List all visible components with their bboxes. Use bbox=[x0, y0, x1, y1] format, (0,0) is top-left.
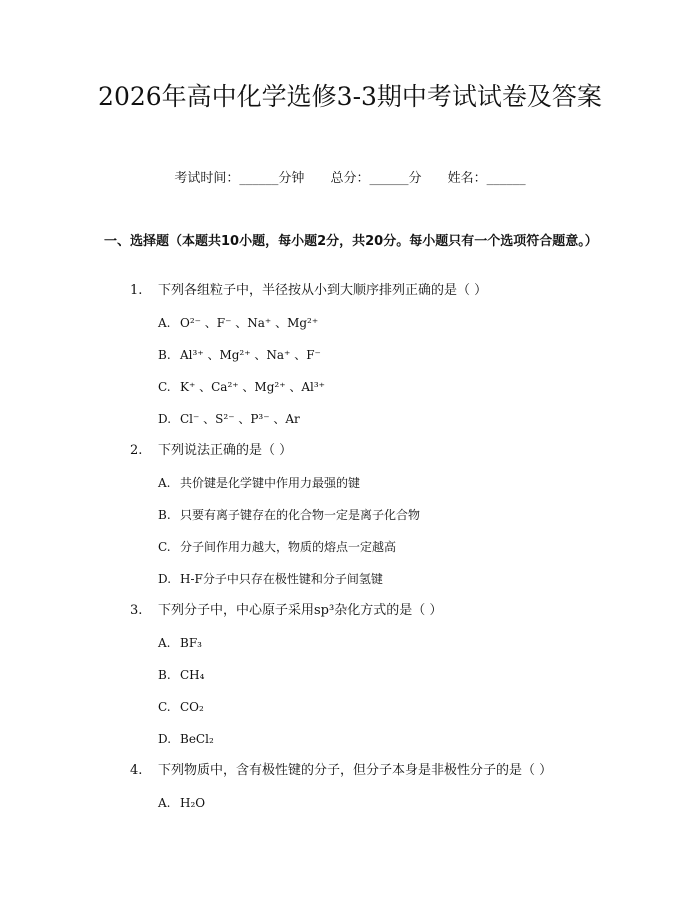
option bbox=[158, 506, 420, 524]
option bbox=[158, 794, 205, 812]
page-title: 2026年高中化学选修3-3期中考试试卷及答案 bbox=[98, 82, 602, 111]
question-stem bbox=[130, 602, 442, 620]
option bbox=[158, 346, 321, 364]
option bbox=[158, 410, 300, 428]
option-letter: C. bbox=[158, 700, 171, 714]
option-letter: A. bbox=[158, 316, 171, 330]
option-text: H-F分子中只存在极性键和分子间氢键 bbox=[180, 572, 383, 586]
option-letter: C. bbox=[158, 380, 171, 394]
option-text: BF₃ bbox=[180, 636, 202, 650]
question-text: 下列说法正确的是（ ） bbox=[158, 443, 293, 458]
option-text: K⁺ 、Ca²⁺ 、Mg²⁺ 、Al³⁺ bbox=[180, 380, 325, 394]
option bbox=[158, 730, 214, 748]
option bbox=[158, 698, 204, 716]
option-letter: B. bbox=[158, 348, 171, 362]
option-text: Al³⁺ 、Mg²⁺ 、Na⁺ 、F⁻ bbox=[180, 348, 321, 362]
option bbox=[158, 314, 318, 332]
option bbox=[158, 634, 202, 652]
option-letter: A. bbox=[158, 796, 171, 810]
option-letter: C. bbox=[158, 540, 171, 554]
section-heading: 一、选择题（本题共10小题，每小题2分，共20分。每小题只有一个选项符合题意。） bbox=[104, 234, 598, 249]
student-name: 姓名：______ bbox=[447, 171, 526, 186]
question-stem bbox=[130, 762, 552, 780]
option-text: CO₂ bbox=[180, 700, 204, 714]
exam-time: 考试时间：______分钟 bbox=[174, 171, 305, 186]
question-text: 下列物质中，含有极性键的分子，但分子本身是非极性分子的是（ ） bbox=[158, 763, 553, 778]
option bbox=[158, 666, 204, 684]
question-number: 3. bbox=[130, 603, 143, 618]
option bbox=[158, 474, 360, 492]
option-letter: D. bbox=[158, 572, 172, 586]
option-letter: A. bbox=[158, 636, 171, 650]
option-text: CH₄ bbox=[180, 668, 205, 682]
option-text: H₂O bbox=[180, 796, 206, 810]
question-number: 4. bbox=[130, 763, 143, 778]
question-number: 2. bbox=[130, 443, 143, 458]
option bbox=[158, 378, 325, 396]
option-text: Cl⁻ 、S²⁻ 、P³⁻ 、Ar bbox=[180, 412, 300, 426]
question-stem bbox=[130, 442, 292, 460]
option-letter: A. bbox=[158, 476, 171, 490]
total-score: 总分：______分 bbox=[330, 171, 422, 186]
question-text: 下列各组粒子中，半径按从小到大顺序排列正确的是（ ） bbox=[158, 283, 488, 298]
option-letter: D. bbox=[158, 732, 172, 746]
option-text: 分子间作用力越大，物质的熔点一定越高 bbox=[180, 540, 397, 554]
option-text: O²⁻ 、F⁻ 、Na⁺ 、Mg²⁺ bbox=[180, 316, 319, 330]
option-letter: B. bbox=[158, 508, 171, 522]
exam-meta bbox=[0, 170, 700, 188]
option bbox=[158, 570, 383, 588]
option-text: 只要有离子键存在的化合物一定是离子化合物 bbox=[180, 508, 421, 522]
option-letter: D. bbox=[158, 412, 172, 426]
option-text: BeCl₂ bbox=[180, 732, 214, 746]
option-letter: B. bbox=[158, 668, 171, 682]
question-text: 下列分子中，中心原子采用sp³杂化方式的是（ ） bbox=[158, 603, 443, 618]
question-number: 1. bbox=[130, 283, 143, 298]
option bbox=[158, 538, 396, 556]
option-text: 共价键是化学键中作用力最强的键 bbox=[180, 476, 361, 490]
question-stem bbox=[130, 282, 487, 300]
